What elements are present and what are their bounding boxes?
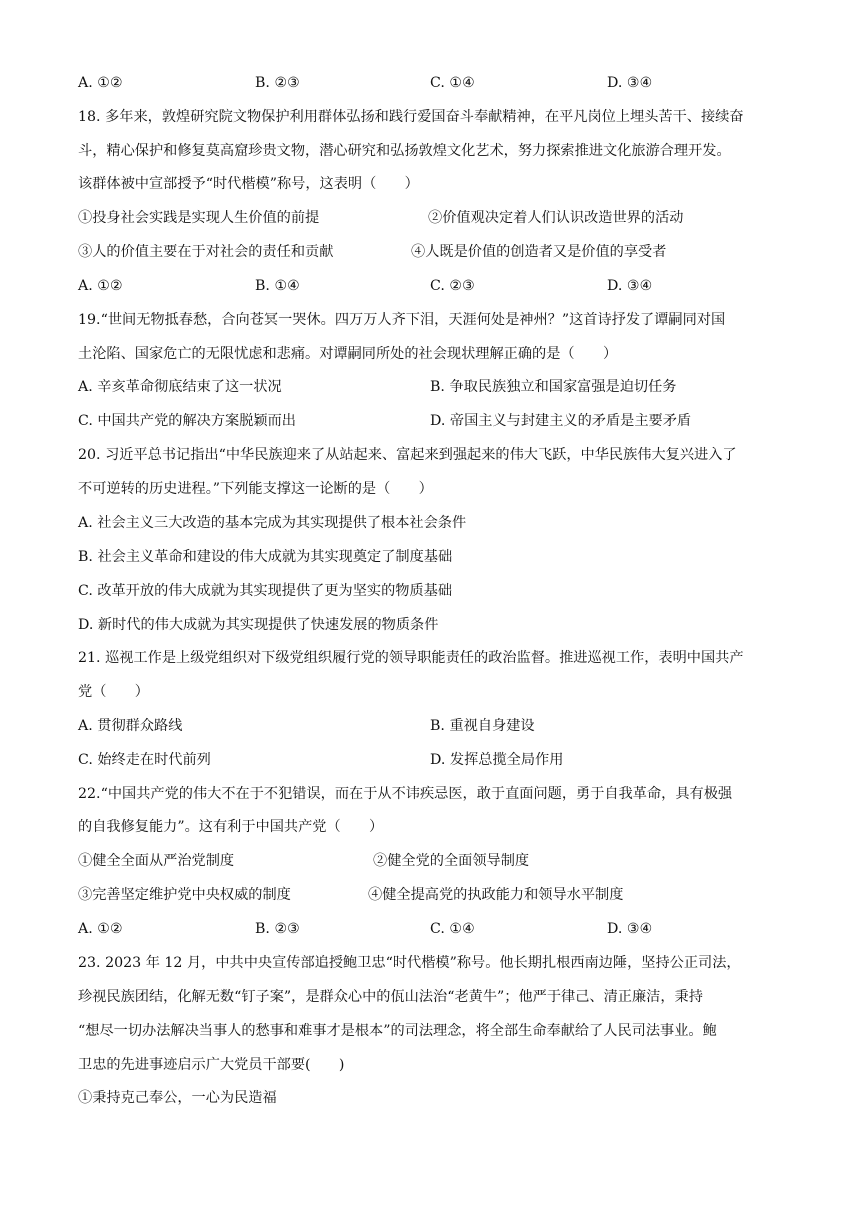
q17-options bbox=[78, 73, 798, 93]
q20-option-b[interactable]: B. 社会主义革命和建设的伟大成就为其实现奠定了制度基础 bbox=[78, 549, 453, 565]
q20-option-d[interactable]: D. 新时代的伟大成就为其实现提供了快速发展的物质条件 bbox=[78, 617, 439, 633]
q22-statement-1: ①健全全面从严治党制度 bbox=[78, 853, 235, 869]
q19-stem-line-2: 土沦陷、国家危亡的无限忧虑和悲痛。对谭嗣同所处的社会现状理解正确的是（ ） bbox=[78, 346, 618, 362]
q18-statements-row-2 bbox=[78, 242, 798, 262]
q22-statements-row-2 bbox=[78, 885, 798, 905]
q21-option-a[interactable]: A. 贯彻群众路线 bbox=[78, 718, 183, 734]
q23-stem-line-2: 珍视民族团结，化解无数“钉子案”，是群众心中的佤山法治“老黄牛”；他严于律己、清正廉洁，秉持 bbox=[78, 989, 703, 1005]
q22-stem-line-2: 的自我修复能力”。这有利于中国共产党（ ） bbox=[78, 819, 384, 835]
q18-stem-line-2: 斗，精心保护和修复莫高窟珍贵文物，潜心研究和弘扬敦煌文化艺术，努力探索推进文化旅游合理开发。 bbox=[78, 143, 731, 159]
q23-stem-line-4: 卫忠的先进事迹启示广大党员干部要( ) bbox=[78, 1057, 345, 1073]
q19-option-a[interactable]: A. 辛亥革命彻底结束了这一状况 bbox=[78, 379, 282, 395]
q22-option-a[interactable]: A. ①② bbox=[78, 921, 123, 937]
q17-option-a[interactable]: A. ①② bbox=[78, 75, 123, 91]
q22-stem-line-1: 22.“中国共产党的伟大不在于不犯错误，而在于从不讳疾忌医，敢于直面问题，勇于自我革命，具有极强 bbox=[78, 786, 733, 802]
q21-options-row-2 bbox=[78, 750, 798, 770]
q22-statements-row-1 bbox=[78, 851, 798, 871]
q18-option-a[interactable]: A. ①② bbox=[78, 278, 123, 294]
q20-option-a[interactable]: A. 社会主义三大改造的基本完成为其实现提供了根本社会条件 bbox=[78, 515, 467, 531]
q17-option-c[interactable]: C. ①④ bbox=[430, 75, 475, 91]
q19-stem-line-1: 19.“世间无物抵春愁，合向苍冥一哭休。四万万人齐下泪，天涯何处是神州？”这首诗抒发了谭嗣同对国 bbox=[78, 312, 726, 328]
q22-statement-4: ④健全提高党的执政能力和领导水平制度 bbox=[368, 887, 624, 903]
q22-option-c[interactable]: C. ①④ bbox=[430, 921, 475, 937]
q22-option-d[interactable]: D. ③④ bbox=[607, 921, 653, 937]
q21-stem-line-1: 21. 巡视工作是上级党组织对下级党组织履行党的领导职能责任的政治监督。推进巡视工作，表明中国共产 bbox=[78, 650, 744, 666]
q18-option-b[interactable]: B. ①④ bbox=[255, 278, 300, 294]
q18-stem-line-3: 该群体被中宣部授予“时代楷模”称号，这表明（ ） bbox=[78, 176, 419, 192]
q21-option-c[interactable]: C. 始终走在时代前列 bbox=[78, 752, 211, 768]
q21-option-b[interactable]: B. 重视自身建设 bbox=[430, 718, 535, 734]
q18-statements-row-1 bbox=[78, 208, 798, 228]
q20-stem-line-2: 不可逆转的历史进程。”下列能支撑这一论断的是（ ） bbox=[78, 481, 433, 497]
q19-option-c[interactable]: C. 中国共产党的解决方案脱颖而出 bbox=[78, 413, 296, 429]
q22-statement-2: ②健全党的全面领导制度 bbox=[373, 853, 530, 869]
q21-option-d[interactable]: D. 发挥总揽全局作用 bbox=[430, 752, 564, 768]
q18-options bbox=[78, 276, 798, 296]
q19-options-row-2 bbox=[78, 411, 798, 431]
q18-statement-2: ②价值观决定着人们认识改造世界的活动 bbox=[428, 210, 684, 226]
q18-statement-1: ①投身社会实践是实现人生价值的前提 bbox=[78, 210, 320, 226]
q20-stem-line-1: 20. 习近平总书记指出“中华民族迎来了从站起来、富起来到强起来的伟大飞跃，中华民族伟大复兴进入了 bbox=[78, 447, 737, 463]
q19-options-row-1 bbox=[78, 377, 798, 397]
q17-option-b[interactable]: B. ②③ bbox=[255, 75, 300, 91]
q18-statement-3: ③人的价值主要在于对社会的责任和贡献 bbox=[78, 244, 334, 260]
q18-stem-line-1: 18. 多年来，敦煌研究院文物保护利用群体弘扬和践行爱国奋斗奉献精神，在平凡岗位上埋头苦干、接续奋 bbox=[78, 109, 744, 125]
q18-option-c[interactable]: C. ②③ bbox=[430, 278, 475, 294]
q23-statement-1: ①秉持克己奉公，一心为民造福 bbox=[78, 1090, 277, 1106]
q22-options bbox=[78, 919, 798, 939]
q19-option-d[interactable]: D. 帝国主义与封建主义的矛盾是主要矛盾 bbox=[430, 413, 692, 429]
q22-statement-3: ③完善坚定维护党中央权威的制度 bbox=[78, 887, 291, 903]
q23-stem-line-1: 23. 2023 年 12 月，中共中央宣传部追授鲍卫忠“时代楷模”称号。他长期扎根西南边陲，坚持公正司法， bbox=[78, 955, 741, 971]
q18-statement-4: ④人既是价值的创造者又是价值的享受者 bbox=[411, 244, 667, 260]
q21-stem-line-2: 党（ ） bbox=[78, 684, 149, 700]
q17-option-d[interactable]: D. ③④ bbox=[607, 75, 653, 91]
q19-option-b[interactable]: B. 争取民族独立和国家富强是迫切任务 bbox=[430, 379, 677, 395]
q23-stem-line-3: “想尽一切办法解决当事人的愁事和难事才是根本”的司法理念，将全部生命奉献给了人民司法事业。鲍 bbox=[78, 1023, 717, 1039]
q21-options-row-1 bbox=[78, 716, 798, 736]
q18-option-d[interactable]: D. ③④ bbox=[607, 278, 653, 294]
q22-option-b[interactable]: B. ②③ bbox=[255, 921, 300, 937]
q20-option-c[interactable]: C. 改革开放的伟大成就为其实现提供了更为坚实的物质基础 bbox=[78, 583, 453, 599]
